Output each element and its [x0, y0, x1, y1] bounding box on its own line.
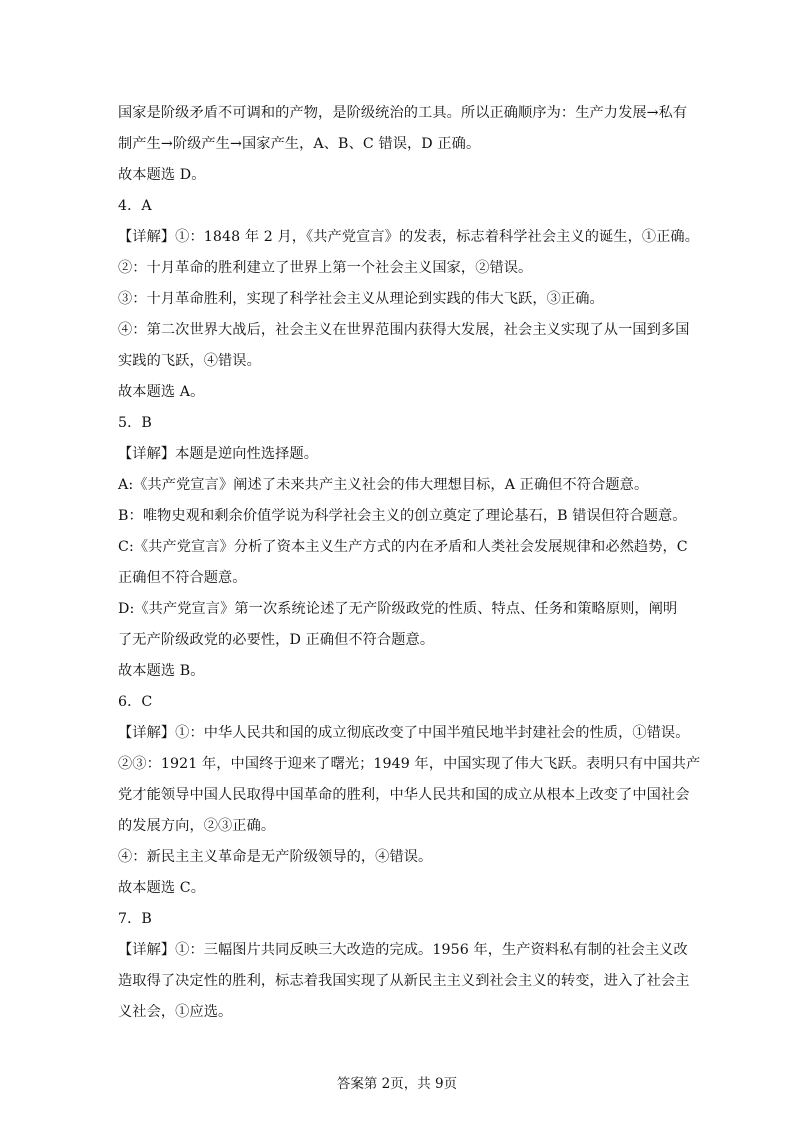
text-line: ④：第二次世界大战后，社会主义在世界范围内获得大发展，社会主义实现了从一国到多国: [118, 322, 690, 338]
text-line: D:《共产党宣言》第一次系统论述了无产阶级政党的性质、特点、任务和策略原则，阐明: [118, 601, 678, 617]
text-line: 【详解】本题是逆向性选择题。: [118, 446, 319, 462]
text-line: 【详解】①：三幅图片共同反映三大改造的完成。1956 年，生产资料私有制的社会主义改: [118, 942, 688, 958]
text-line: 正确但不符合题意。: [118, 570, 247, 586]
question-number: 7．B: [118, 911, 152, 927]
question-number: 4．A: [118, 198, 152, 214]
text-line: 造取得了决定性的胜利，标志着我国实现了从新民主主义到社会主义的转变，进入了社会主: [118, 973, 690, 989]
question-number: 6．C: [118, 694, 153, 710]
text-line: 故本题选 B。: [118, 663, 205, 679]
text-line: ③：十月革命胜利，实现了科学社会主义从理论到实践的伟大飞跃，③正确。: [118, 291, 604, 307]
text-line: A:《共产党宣言》阐述了未来共产主义社会的伟大理想目标，A 正确但不符合题意。: [118, 477, 649, 493]
text-line: 故本题选 C。: [118, 880, 206, 896]
text-line: 故本题选 A。: [118, 384, 205, 400]
text-line: 实践的飞跃，④错误。: [118, 353, 261, 369]
text-line: 国家是阶级矛盾不可调和的产物，是阶级统治的工具。所以正确顺序为：生产力发展→私有: [118, 105, 688, 121]
text-line: ④：新民主主义革命是无产阶级领导的，④错误。: [118, 849, 433, 865]
text-line: 党才能领导中国人民取得中国革命的胜利，中华人民共和国的成立从根本上改变了中国社会: [118, 787, 690, 803]
text-line: C:《共产党宣言》分析了资本主义生产方式的内在矛盾和人类社会发展规律和必然趋势，C: [118, 539, 688, 555]
page-footer: 答案第 2页，共 9页: [336, 1076, 458, 1092]
text-line: B：唯物史观和剩余价值学说为科学社会主义的创立奠定了理论基石，B 错误但符合题意。: [118, 508, 687, 524]
question-number: 5．B: [118, 415, 152, 431]
text-line: ②③：1921 年，中国终于迎来了曙光；1949 年，中国实现了伟大飞跃。表明只有中国共产: [118, 756, 701, 772]
text-line: 制产生→阶级产生→国家产生，A、B、C 错误，D 正确。: [118, 136, 481, 152]
text-line: 【详解】①：1848 年 2 月，《共产党宣言》的发表，标志着科学社会主义的诞生，①正确。: [118, 229, 700, 245]
text-line: 了无产阶级政党的必要性，D 正确但不符合题意。: [118, 632, 435, 648]
text-line: 故本题选 D。: [118, 167, 206, 183]
text-line: 义社会，①应选。: [118, 1004, 233, 1020]
text-line: 的发展方向，②③正确。: [118, 818, 276, 834]
text-line: 【详解】①：中华人民共和国的成立彻底改变了中国半殖民地半封建社会的性质，①错误。: [118, 725, 690, 741]
text-line: ②：十月革命的胜利建立了世界上第一个社会主义国家，②错误。: [118, 260, 533, 276]
